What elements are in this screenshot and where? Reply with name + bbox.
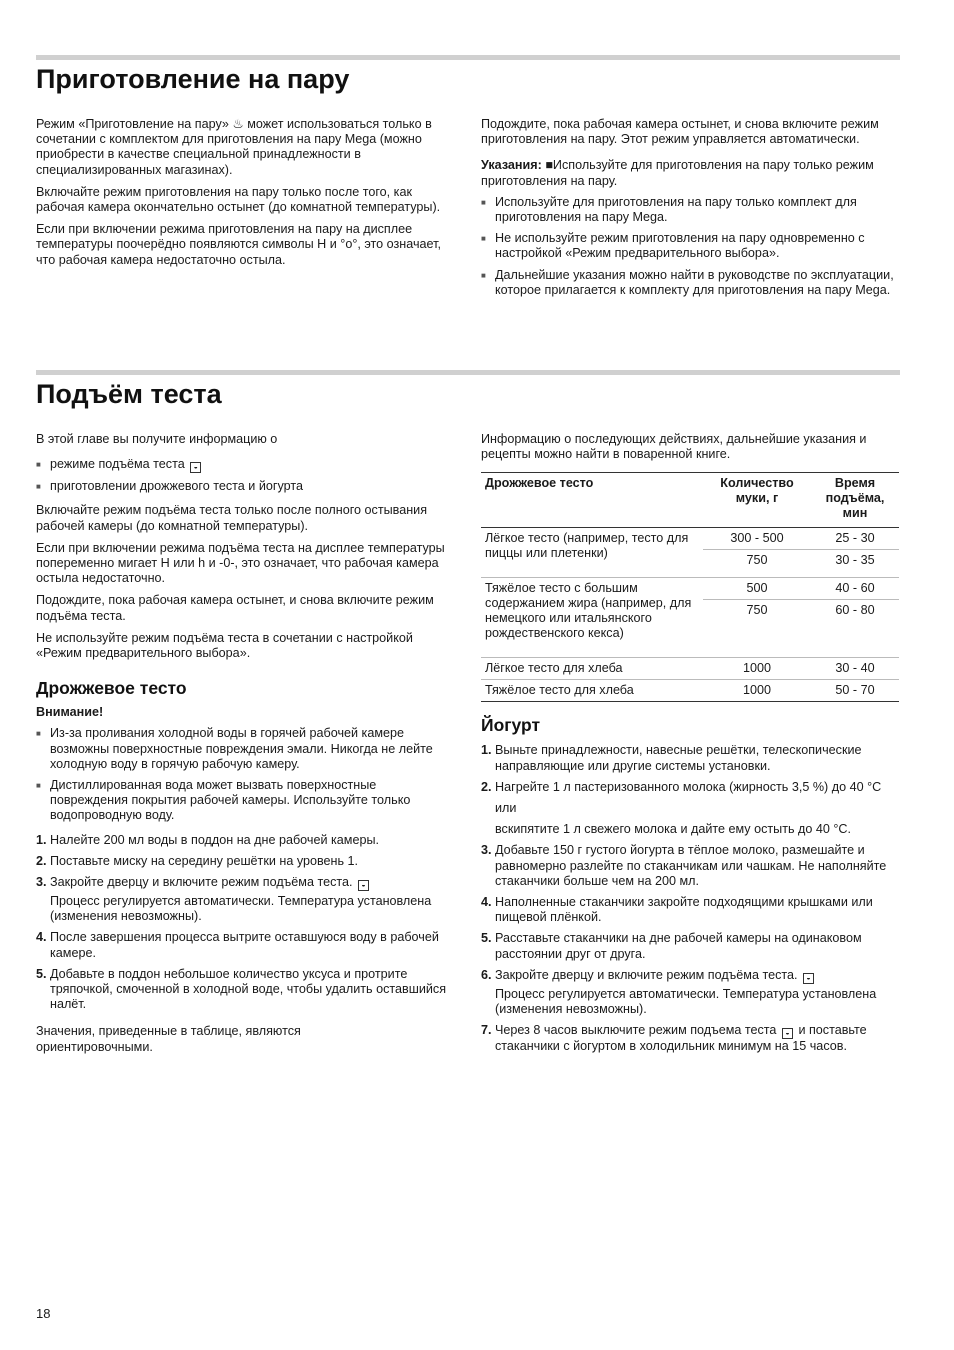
dough-step-1: 1. Налейте 200 мл воды в поддон на дне рабочей камеры. (36, 832, 380, 847)
dough-step-3: 3. Закройте дверцу и включите режим подъёма теста. ◒ Процесс регулируется автоматически. Температура установлена (изменения невозможны). (36, 875, 454, 924)
col-header-time: Время подъёма, мин (811, 473, 899, 528)
row-name-heavy-bread: Тяжёлое тесто для хлеба (481, 680, 703, 702)
intro-bullet-1: ■ режиме подъёма теста ◒ (36, 457, 454, 473)
dough-left-column (36, 432, 454, 1062)
dough-intro: В этой главе вы получите информацию о (36, 432, 278, 446)
steam-para-2: Включайте режим приготовления на пару только после того, как рабочая камера окончательно остынет (до комнатной температуры). (36, 184, 441, 215)
steam-para-3: Если при включении режима приготовления на пару на дисплее температуры поочерёдно появляются символы H и °o°, это означает, что рабочая камера недостаточно остыла. (36, 222, 442, 267)
table-row: Лёгкое тесто для хлеба 1000 30 - 40 (481, 658, 899, 680)
bullet-icon: ■ (36, 729, 41, 739)
warning-2: ■ Дистиллированная вода может вызвать поверхностные повреждения покрытия рабочей камеры. Используйте только водопроводную воду. (36, 778, 411, 823)
bullet-icon: ■ (481, 270, 486, 280)
warning-1: ■ Из-за проливания холодной воды в горячей рабочей камере возможны поверхностные повреждения эмали. Никогда не лейте холодную воду в горячую рабочую камеру. (36, 726, 433, 771)
table-row: Тяжёлое тесто для хлеба 1000 50 - 70 (481, 680, 899, 702)
yogurt-step-2: 2. Нагрейте 1 л пастеризованного молока (жирность 3,5 %) до 40 °C или вскипятите 1 л свежего молока и дайте ему остыть до 40 °C. (481, 779, 882, 837)
dough-para-3: Подождите, пока рабочая камера остынет, и снова включите режим подъёма теста. (36, 593, 434, 623)
bullet-icon: ■ (36, 781, 41, 791)
top-rule-2 (36, 370, 900, 375)
dough-step-3-sub: Процесс регулируется автоматически. Температура установлена (изменения невозможны). (50, 894, 432, 924)
table-header-row (481, 473, 899, 528)
section-title-steam: Приготовление на пару (36, 64, 350, 94)
steam-note-3: ■ Дальнейшие указания можно найти в руководстве по эксплуатации, которое прилагается к комплекту для приготовления на пару Mega. (481, 267, 894, 297)
table-row: 750 30 - 35 (481, 550, 899, 578)
table-row: Лёгкое тесто (например, тесто для пиццы или плетенки) 300 - 500 25 - 30 (481, 528, 899, 550)
dough-rise-icon: ◒ (358, 880, 369, 891)
yogurt-step-1: 1. Выньте принадлежности, навесные решётки, телескопические направляющие или другие системы установки. (481, 743, 862, 773)
steam-notes-first (481, 158, 899, 188)
dough-rise-icon: ◒ (803, 973, 814, 984)
attention-label: Внимание! (36, 705, 104, 720)
yogurt-step-6-sub: Процесс регулируется автоматически. Температура установлена (изменения невозможны). (495, 986, 877, 1017)
page-number: 18 (36, 1306, 51, 1321)
yogurt-step-7: 7. Через 8 часов выключите режим подъема теста ◒ и поставьте стаканчики с йогуртом в холодильник минимум на 15 часов. (481, 1023, 867, 1054)
dough-right-column (481, 432, 899, 1060)
yogurt-step-2-alt: вскипятите 1 л свежего молока и дайте ему остыть до 40 °C. (495, 822, 852, 837)
col-header-dough: Дрожжевое тесто (481, 473, 703, 528)
dough-para-4: Не используйте режим подъёма теста в сочетании с настройкой «Режим предварительного выбора». (36, 630, 413, 661)
bullet-icon: ■ (481, 234, 486, 244)
yogurt-step-5: 5. Расставьте стаканчики на дне рабочей камеры на одинаковом расстоянии друг от друга. (481, 931, 862, 961)
table-note: Значения, приведенные в таблице, являются ориентировочными. (36, 1024, 301, 1054)
col-header-flour: Количество муки, г (703, 473, 811, 528)
cookbook-note: Информацию о последующих действиях, дальнейшие указания и рецепты можно найти в поваренной книге. (481, 432, 867, 462)
dough-step-2: 2. Поставьте миску на середину решётки на уровень 1. (36, 853, 359, 868)
dough-para-2: Если при включении режима подъёма теста на дисплее температуры попеременно мигает H или h и -0-, это означает, что рабочая камера остыла недостаточно. (36, 540, 445, 586)
yogurt-step-3: 3. Добавьте 150 г густого йогурта в тёплое молоко, размешайте и равномерно разлейте по стаканчикам или чашкам. Не наполняйте стаканчики больше чем на 200 мл. (481, 843, 887, 888)
bullet-icon: ■ (36, 460, 41, 470)
dough-step-4: 4. После завершения процесса вытрите оставшуюся воду в рабочей камере. (36, 930, 439, 960)
steam-para-1: Режим «Приготовление на пару» ♨ может использоваться только в сочетании с комплектом для приготовления на пару Mega (можно приобрести в качестве специальной принадлежности в специализированных магазинах). (36, 117, 432, 177)
top-rule-1 (36, 55, 900, 60)
intro-bullet-2: ■ приготовлении дрожжевого теста и йогурта (36, 479, 303, 494)
yogurt-step-4: 4. Наполненные стаканчики закройте подходящими крышками или пищевой плёнкой. (481, 895, 873, 925)
dough-para-1: Включайте режим подъёма теста только после полного остывания рабочей камеры (до комнатной температуры). (36, 503, 428, 533)
yogurt-step-2-or: или (495, 801, 517, 816)
steam-note-2: ■ Не используйте режим приготовления на пару одновременно с настройкой «Режим предварительного выбора». (481, 231, 865, 261)
dough-rise-icon: ◒ (782, 1028, 793, 1039)
subheading-yeast-dough: Дрожжевое тесто (36, 678, 187, 699)
dough-step-5: 5. Добавьте в поддон небольшое количество уксуса и протрите тряпочкой, смоченной в холодной воде, чтобы удалить оставшийся налёт. (36, 966, 447, 1012)
steam-right-column (481, 117, 899, 304)
bullet-icon: ■ (481, 197, 486, 207)
table-row: 750 60 - 80 (481, 600, 899, 658)
yogurt-step-6: 6. Закройте дверцу и включите режим подъёма теста. ◒ Процесс регулируется автоматически. Температура установлена (изменения невозможны). (481, 968, 899, 1017)
steam-note-1: ■ Используйте для приготовления на пару только комплект для приготовления на пару Mega. (481, 194, 857, 225)
section-title-dough: Подъём теста (36, 379, 222, 409)
yeast-dough-table (481, 472, 899, 702)
bullet-icon: ■ (36, 482, 41, 492)
notes-label: Указания: (481, 158, 542, 173)
steam-left-column (36, 117, 454, 275)
table-row: Тяжёлое тесто с большим содержанием жира (например, для немецкого или итальянского рождественского кекса) 500 40 - 60 (481, 578, 899, 600)
dough-rise-icon: ◒ (190, 462, 201, 473)
row-name-light-bread: Лёгкое тесто для хлеба (481, 658, 703, 680)
steam-right-intro: Подождите, пока рабочая камера остынет, и снова включите режим приготовления на пару. Этот режим управляется автоматически. (481, 117, 879, 147)
row-name-heavy-dough: Тяжёлое тесто с большим содержанием жира (например, для немецкого или итальянского рождественского кекса) (481, 578, 703, 658)
row-name-light-dough: Лёгкое тесто (например, тесто для пиццы или плетенки) (481, 528, 703, 578)
subheading-yogurt: Йогурт (481, 715, 541, 736)
notes-first-text: ■Используйте для приготовления на пару только режим приготовления на пару. (481, 158, 874, 188)
